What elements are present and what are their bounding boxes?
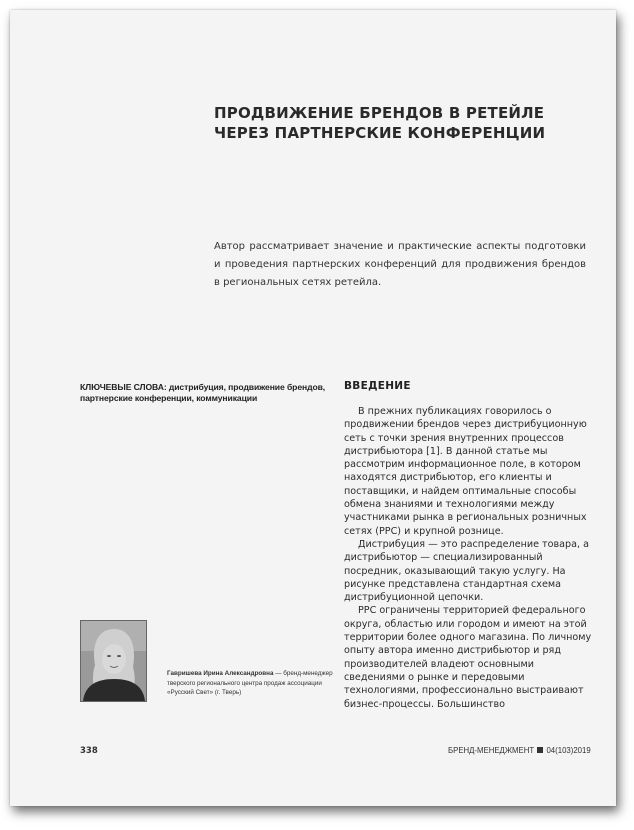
author-info [167,669,335,698]
author-portrait-image [81,621,146,701]
author-description: — бренд-менеджер тверского регионального центра продаж ассоциации «Русский Свет» (г. Тверь) [167,670,333,696]
body-paragraph: РРС ограничены территорией федерального округа, областью или городом и имеют на этой территории более одного магазина. По личному опыту автора именно дистрибьютор и ряд производителей владеют основными сведениями о рынке и передовыми технологиями, профессионально выстраивают бизнес-процессы. Большинство [344,605,592,710]
journal-issue: 04(103)2019 [546,746,591,755]
square-separator-icon [537,747,543,753]
body-paragraph: Дистрибуция — это распределение товара, а дистрибьютор — специализированный посредник, оказывающий такую услугу. На рисунке представлена стандартная схема дистрибуционной цепочки. [344,538,589,604]
author-photo [80,620,147,702]
journal-info [448,746,591,755]
author-name: Гавришева Ирина Александровна [167,670,274,677]
keywords: КЛЮЧЕВЫЕ СЛОВА: дистрибуция, продвижение брендов, партнерские конференции, коммуникации [80,382,326,403]
article-body [344,405,594,711]
journal-page [10,10,616,806]
article-title: ПРОДВИЖЕНИЕ БРЕНДОВ В РЕТЕЙЛЕ ЧЕРЕЗ ПАРТНЕРСКИЕ КОНФЕРЕНЦИИ [214,104,546,142]
section-title: ВВЕДЕНИЕ [344,380,411,392]
article-abstract: Автор рассматривает значение и практические аспекты подготовки и проведения партнерских конференций для продвижения брендов в региональных сетях ретейла. [214,241,586,288]
body-paragraph: В прежних публикациях говорилось о продвижении брендов через дистрибуционную сеть с точки зрения внутренних процессов дистрибьютора [1]. В данной статье мы рассмотрим информационное поле, в котором находятся дистрибьютор, его клиенты и поставщики, и найдем оптимальные способы обмена знаниями и технологиями между участниками рынка в региональных розничных сетях (РРС) и крупной рознице. [344,406,587,537]
page-number: 338 [80,746,98,756]
journal-name: БРЕНД-МЕНЕДЖМЕНТ [448,746,535,755]
